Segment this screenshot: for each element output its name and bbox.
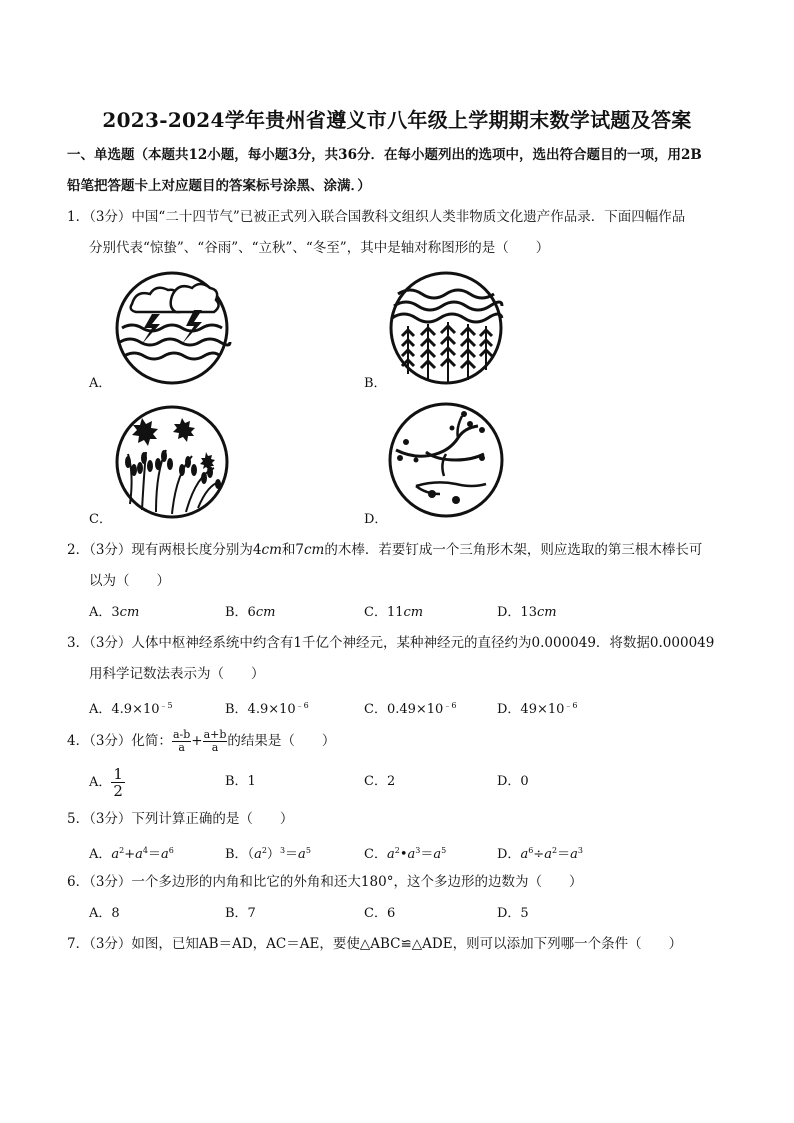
q6-option-b[interactable]: B．7 <box>225 906 256 921</box>
q5-option-a[interactable]: A．$a^2+a^4=a^6$ <box>89 846 174 862</box>
q2-option-c[interactable]: C．11cm <box>364 605 424 620</box>
q7-line: 7．（3分）如图，已知AB＝AD，AC＝AE，要使△ABC≌△ADE，则可以添加下列哪一个条件（ ） <box>67 936 683 952</box>
page-title: 2023-2024学年贵州省遵义市八年级上学期期末数学试题及答案 <box>102 108 692 132</box>
q5-option-d[interactable]: D．$a^6\div a^2=a^3$ <box>497 846 583 862</box>
solar-term-figure-a <box>112 270 232 386</box>
q4-fraction-1: $\frac{a-b}{a}$ <box>172 728 191 754</box>
q3-line1: 3．（3分）人体中枢神经系统中约含有1千亿个神经元，某种神经元的直径约为0.000049．将数据0.000049 <box>67 635 715 651</box>
q1-option-a-label: A． <box>89 376 112 391</box>
q4-option-c[interactable]: C．2 <box>364 774 396 789</box>
q4-option-d[interactable]: D．0 <box>497 774 529 789</box>
q3-option-d[interactable]: D．$49\times 10^{﹣6}$ <box>497 701 578 717</box>
section-heading-line2: 铅笔把答题卡上对应题目的答案标号涂黑、涂满．） <box>67 178 371 194</box>
q4-option-a[interactable]: A． $\frac{1}{2}$ <box>89 765 123 800</box>
q5-option-c[interactable]: C．$a^2•a^3=a^5$ <box>364 846 447 862</box>
section-heading-line1: 一、单选题（本题共12小题，每小题3分，共36分．在每小题列出的选项中，选出符合题目的一项，用2B <box>67 147 702 163</box>
q2-option-a[interactable]: A．3cm <box>89 605 140 620</box>
q6-option-a[interactable]: A．8 <box>89 906 120 921</box>
solar-term-figure-c <box>112 404 232 520</box>
q1-option-b-label: B． <box>364 376 387 391</box>
q4-line: 4．（3分）化简： $\frac{a-b}{a}$ + $\frac{a+b}{a}$ 的结果是（ ） <box>67 728 336 754</box>
q3-option-c[interactable]: C．$0.49\times 10^{﹣6}$ <box>364 701 457 717</box>
q4-fraction-2: $\frac{a+b}{a}$ <box>203 728 227 754</box>
q1-line1: 1．（3分）中国“二十四节气”已被正式列入联合国教科文组织人类非物质文化遗产作品录．下面四幅作品 <box>67 209 686 225</box>
solar-term-figure-b <box>386 270 506 386</box>
q2-option-d[interactable]: D．13cm <box>497 605 557 620</box>
q6-option-c[interactable]: C．6 <box>364 906 396 921</box>
q6-option-d[interactable]: D．5 <box>497 906 529 921</box>
q1-line2: 分别代表“惊蛰”、“谷雨”、“立秋”、“冬至”，其中是轴对称图形的是（ ） <box>89 240 550 256</box>
q2-line2: 以为（ ） <box>89 573 170 589</box>
q6-line: 6．（3分）一个多边形的内角和比它的外角和还大180°，这个多边形的边数为（ ） <box>67 874 583 890</box>
q2-line1: 2．（3分）现有两根长度分别为4cm和7cm的木棒．若要钉成一个三角形木架，则应选取的第三根木棒长可 <box>67 542 703 558</box>
solar-term-figure-d <box>386 400 506 520</box>
q4-option-b[interactable]: B．1 <box>225 774 256 789</box>
q3-option-b[interactable]: B．$4.9\times 10^{﹣6}$ <box>225 701 309 717</box>
q1-option-d-label: D． <box>364 512 388 527</box>
q1-option-c-label: C． <box>89 512 112 527</box>
q5-option-b[interactable]: B．$(a^2)^3=a^5$ <box>225 846 311 862</box>
q2-option-b[interactable]: B．6cm <box>225 605 276 620</box>
q3-line2: 用科学记数法表示为（ ） <box>89 666 265 682</box>
q3-option-a[interactable]: A．$4.9\times 10^{﹣5}$ <box>89 701 173 717</box>
q5-line: 5．（3分）下列计算正确的是（ ） <box>67 811 294 827</box>
